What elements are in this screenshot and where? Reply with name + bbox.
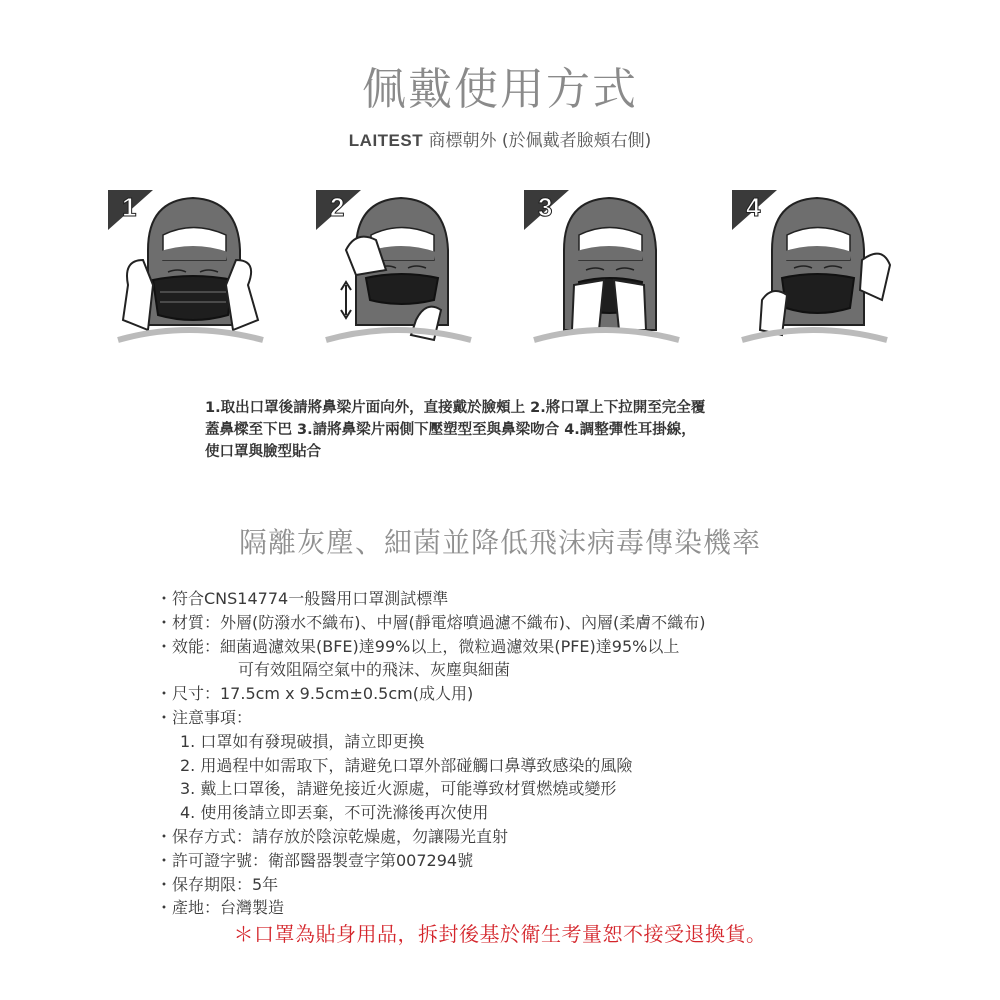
spec-row: ・尺寸：17.5cm x 9.5cm±0.5cm(成人用): [156, 684, 474, 704]
step-2: [316, 190, 466, 355]
spec-row: ・保存期限：5年: [156, 874, 279, 894]
brand-name: LAITEST: [348, 131, 424, 150]
instruction-line: 1.取出口罩後請將鼻梁片面向外，直接戴於臉頰上 2.將口罩上下拉開至完全覆: [205, 400, 706, 416]
spec-row: ・材質：外層(防潑水不織布)、中層(靜電熔噴過濾不織布)、內層(柔膚不織布): [156, 612, 706, 632]
step-number: 3: [538, 192, 553, 222]
spec-row: ・注意事項：: [156, 707, 253, 727]
spec-row: 可有效阻隔空氣中的飛沫、灰塵與細菌: [238, 660, 511, 680]
spec-row: ・許可證字號：衛部醫器製壹字第007294號: [156, 850, 474, 870]
step-number: 1: [122, 192, 137, 222]
page-title: 佩戴使用方式: [362, 64, 638, 115]
mask-step-2-illustration: [316, 190, 476, 355]
subtitle-text: 商標朝外 (於佩戴者臉頰右側): [428, 131, 652, 151]
mask-step-1-illustration: [108, 190, 268, 355]
page-subtitle: [0, 128, 1000, 154]
instructions-text: [205, 397, 825, 463]
steps-illustrations: [108, 190, 898, 360]
return-policy-notice: ＊口罩為貼身用品，拆封後基於衛生考量恕不接受退換貨。: [233, 922, 767, 946]
spec-row: 1. 口罩如有發現破損，請立即更換: [180, 731, 425, 751]
spec-row: ・保存方式：請存放於陰涼乾燥處，勿讓陽光直射: [156, 826, 509, 846]
section-headline: 隔離灰塵、細菌並降低飛沫病毒傳染機率: [238, 526, 761, 559]
instruction-line: 蓋鼻樑至下巴 3.請將鼻梁片兩側下壓塑型至與鼻梁吻合 4.調整彈性耳掛線，: [205, 422, 696, 438]
step-3: [524, 190, 674, 355]
instruction-line: 使口罩與臉型貼合: [205, 444, 321, 460]
spec-row: ・效能：細菌過濾效果(BFE)達99%以上，微粒過濾效果(PFE)達95%以上: [156, 636, 680, 656]
spec-row: ・產地：台灣製造: [156, 898, 285, 918]
step-number: 4: [746, 192, 761, 222]
spec-row: 4. 使用後請立即丟棄，不可洗滌後再次使用: [180, 803, 489, 823]
step-4: [732, 190, 882, 355]
mask-step-4-illustration: [732, 190, 892, 355]
step-number: 2: [330, 192, 345, 222]
spec-row: 2. 用過程中如需取下，請避免口罩外部碰觸口鼻導致感染的風險: [180, 755, 633, 775]
step-1: [108, 190, 258, 355]
spec-row: ・符合CNS14774一般醫用口罩測試標準: [156, 589, 449, 608]
spec-list: [156, 587, 876, 920]
spec-row: 3. 戴上口罩後，請避免接近火源處，可能導致材質燃燒或變形: [180, 779, 617, 799]
mask-step-3-illustration: [524, 190, 684, 355]
